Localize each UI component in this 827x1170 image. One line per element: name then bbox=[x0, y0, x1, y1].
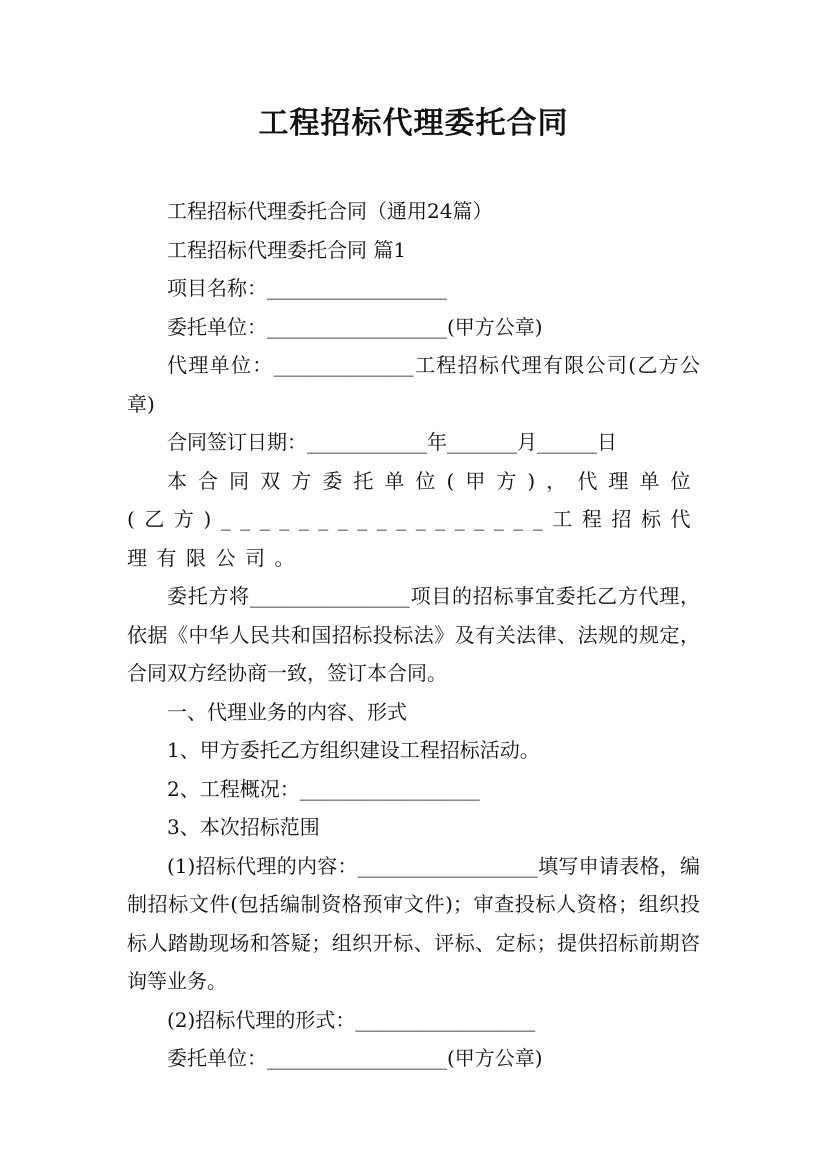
paragraph-project-name: 项目名称：__________________ bbox=[167, 276, 447, 300]
paragraph-agent-unit: 代理单位：______________工程招标代理有限公司(乙方公章) bbox=[127, 353, 700, 416]
document-title: 工程招标代理委托合同 bbox=[258, 106, 569, 141]
clause-3: 3、本次招标范围 bbox=[167, 815, 320, 839]
clause-1: 1、甲方委托乙方组织建设工程招标活动。 bbox=[167, 738, 540, 762]
paragraph-chapter-heading: 工程招标代理委托合同 篇1 bbox=[167, 237, 407, 262]
clause-3-2: (2)招标代理的形式：__________________ bbox=[167, 1007, 536, 1032]
paragraph-signing-date: 合同签订日期：____________年_______月______日 bbox=[167, 430, 617, 454]
paragraph-client-unit-2: 委托单位：__________________(甲方公章) bbox=[167, 1046, 543, 1070]
paragraph-parties: 本合同双方委托单位(甲方)，代理单位(乙方)_________________工程招标代理有限公司。 bbox=[127, 468, 700, 570]
paragraph-entrustment: 委托方将________________项目的招标事宜委托乙方代理，依据《中华人民共和国招标投标法》及有关法律、法规的规定，合同双方经协商一致，签订本合同。 bbox=[127, 584, 700, 685]
document-body bbox=[127, 192, 700, 1078]
clause-2: 2、工程概况：__________________ bbox=[167, 776, 480, 801]
paragraph-subtitle: 工程招标代理委托合同（通用24篇） bbox=[167, 199, 493, 223]
clause-3-1: (1)招标代理的内容：__________________填写申请表格，编制招标文件(包括编制资格预审文件)；审查投标人资格；组织投标人踏勘现场和答疑；组织开标、评标、定标；提供招标前期咨询等业务。 bbox=[127, 853, 700, 993]
section-heading-1: 一、代理业务的内容、形式 bbox=[167, 699, 407, 724]
paragraph-client-unit: 委托单位：__________________(甲方公章) bbox=[167, 314, 543, 339]
